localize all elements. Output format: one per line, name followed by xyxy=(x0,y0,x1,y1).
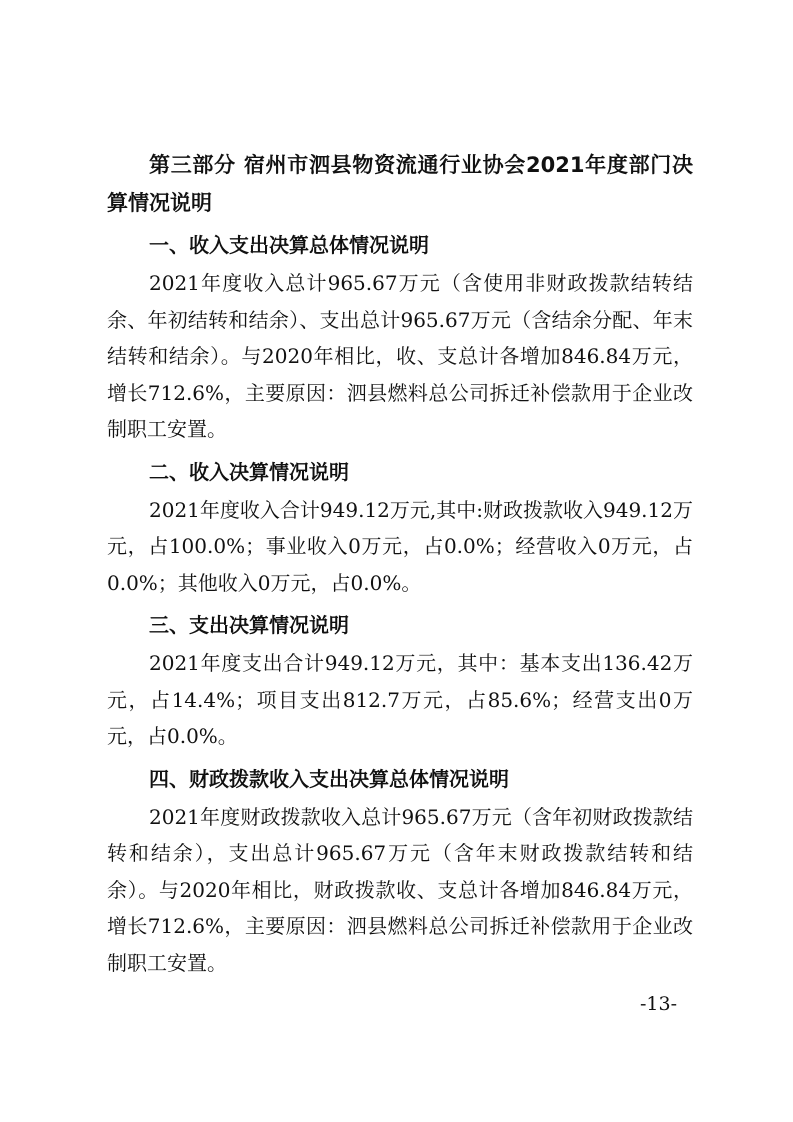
section-paragraph-1: 2021年度收入总计965.67万元（含使用非财政拨款结转结余、年初结转和结余）、支出总计965.67万元（含结余分配、年末结转和结余）。与2020年相比，收、支总计各增加846.84万元，增长712.6%，主要原因：泗县燃料总公司拆迁补偿款用于企业改制职工安置。 xyxy=(107,271,693,441)
section-heading-1: 一、收入支出决算总体情况说明 xyxy=(149,233,429,257)
section-heading-3: 三、支出决算情况说明 xyxy=(149,613,349,637)
page-title: 第三部分 宿州市泗县物资流通行业协会2021年度部门决算情况说明 xyxy=(107,153,693,215)
section-heading-2: 二、收入决算情况说明 xyxy=(149,459,349,484)
page-number: -13- xyxy=(640,993,678,1015)
section-paragraph-4: 2021年度财政拨款收入总计965.67万元（含年初财政拨款结转和结余），支出总计965.67万元（含年末财政拨款结转和结余）。与2020年相比，财政拨款收、支总计各增加846.84万元，增长712.6%，主要原因：泗县燃料总公司拆迁补偿款用于企业改制职工安置。 xyxy=(107,804,693,975)
section-paragraph-3: 2021年度支出合计949.12万元，其中：基本支出136.42万元，占14.4%；项目支出812.7万元，占85.6%；经营支出0万元，占0.0%。 xyxy=(107,651,693,748)
document-body xyxy=(107,146,693,986)
section-heading-4: 四、财政拨款收入支出决算总体情况说明 xyxy=(149,766,509,791)
section-paragraph-2: 2021年度收入合计949.12万元,其中:财政拨款收入949.12万元，占100.0%；事业收入0万元，占0.0%；经营收入0万元，占0.0%；其他收入0万元，占0.0%。 xyxy=(107,497,693,595)
